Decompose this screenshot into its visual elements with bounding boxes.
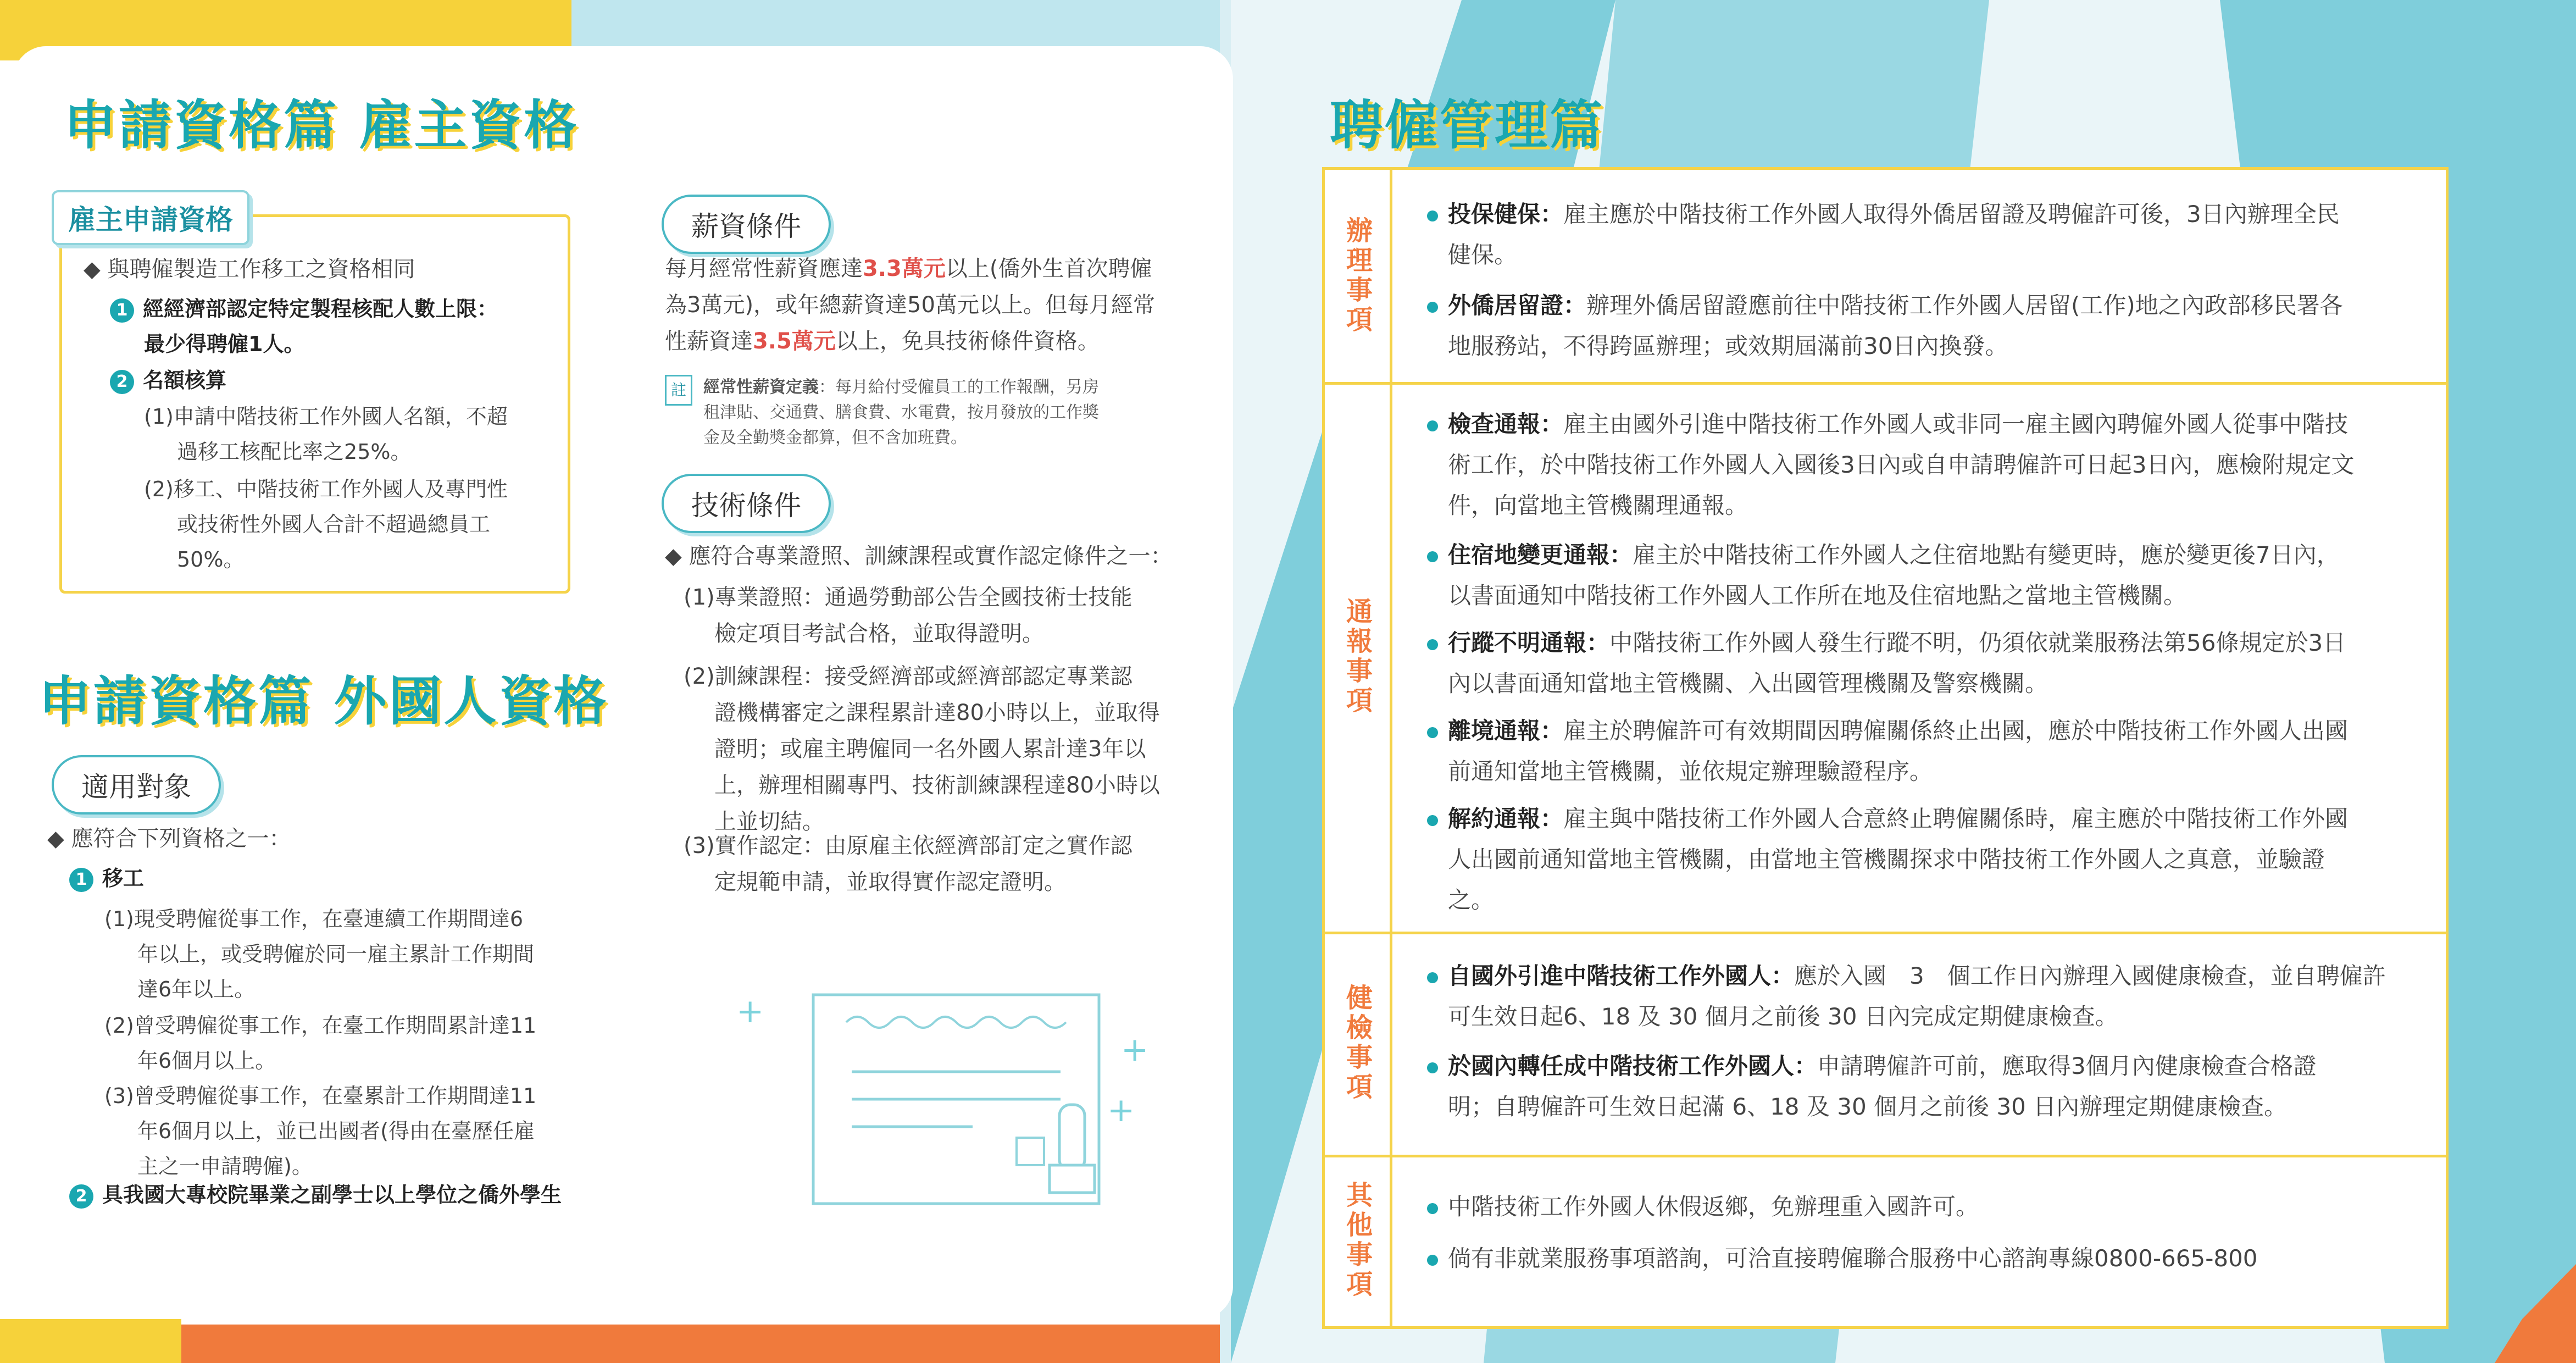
salary-text: 每月經常性薪資應達3.3萬元以上(僑外生首次聘僱 為3萬元)，或年總薪資達50萬元以上。但每月經常 性薪資達3.5萬元以上，免具技術條件資格。: [665, 256, 1155, 354]
target-heading: ◆ 應符合下列資格之一：: [47, 826, 291, 851]
bullet-icon: [1427, 551, 1438, 562]
row-reporting: [1325, 382, 2446, 934]
bullet-icon: [1427, 1062, 1438, 1073]
bullet-icon: [1427, 972, 1438, 983]
item-residence-change-report: 住宿地變更通報：雇主於中階技術工作外國人之住宿地點有變更時，應於變更後7日內， 以書面通知中階技術工作外國人工作所在地及住宿地點之當地主管機關。: [1427, 535, 2416, 616]
number-1-icon: 1: [69, 868, 93, 892]
target-item-1: 1 移工: [69, 861, 144, 896]
row-other: [1325, 1155, 2446, 1326]
bullet-icon: [1427, 1255, 1438, 1266]
row-head-other: 其他事項: [1325, 1155, 1392, 1326]
employer-sub-1: (1)申請中階技術工作外國人名額，不超 過移工核配比率之25%。: [144, 405, 508, 464]
target-item-2: 2 具我國大專校院畢業之副學士以上學位之僑外學生: [69, 1177, 562, 1212]
skill-pill: 技術條件: [662, 474, 831, 533]
salary-note: 註 經常性薪資定義：每月給付受僱員工的工作報酬，另房 租津貼、交通費、膳食費、水電費，按月發放的工作獎 金及全勤獎金都算，但不含加班費。: [665, 375, 692, 406]
row-health-check: [1325, 932, 2446, 1157]
target-sub-3: (3)曾受聘僱從事工作，在臺累計工作期間達11 年6個月以上，並已出國者(得由在臺歷任雇 主之一申請聘僱)。: [104, 1084, 537, 1178]
item-departure-report: 離境通報：雇主於聘僱許可有效期間因聘僱關係終止出國，應於中階技術工作外國人出國 前通知當地主管機關，並依規定辦理驗證程序。: [1427, 711, 2416, 792]
row-procedures: [1325, 170, 2446, 385]
employer-item-2: 2 名額核算: [110, 363, 226, 398]
item-consult-hotline: 倘有非就業服務事項諮詢，可洽直接聘僱聯合服務中心諮詢專線0800-665-800: [1427, 1238, 2416, 1279]
row-head-procedures: 辦理事項: [1325, 170, 1392, 382]
bullet-icon: [1427, 210, 1438, 221]
svg-text:+: +: [736, 992, 764, 1030]
employer-item-1: 1 經經濟部認定特定製程核配人數上限： 最少得聘僱1人。: [110, 291, 498, 362]
bg-yellow-bottom: [0, 1319, 181, 1363]
item-inspection-report: 檢查通報：雇主由國外引進中階技術工作外國人或非同一雇主國內聘僱外國人從事中階技 術工作，於中階技術工作外國人入國後3日內或自申請聘僱許可日起3日內，應檢附規定文 件，向當地主管機關理通報。: [1427, 404, 2416, 526]
salary-pill: 薪資條件: [662, 195, 831, 254]
number-2-icon: 2: [110, 370, 134, 394]
skill-sub-2: (2)訓練課程：接受經濟部或經濟部認定專業認 證機構審定之課程累計達80小時以上，並取得 證明；或雇主聘僱同一名外國人累計達3年以 上，辦理相關專門、技術訓練課程達80小時以 上並切結。: [684, 664, 1160, 834]
number-2-icon: 2: [69, 1184, 93, 1209]
bullet-icon: [1427, 1203, 1438, 1214]
employer-eligibility-title: 雇主申請資格: [52, 190, 249, 245]
item-missing-report: 行蹤不明通報：中階技術工作外國人發生行蹤不明，仍須依就業服務法第56條規定於3日 內以書面通知當地主管機關、入出國管理機關及警察機關。: [1427, 623, 2416, 704]
management-section-title: 聘僱管理篇: [1330, 95, 1605, 156]
target-sub-1: (1)現受聘僱從事工作，在臺連續工作期間達6 年以上，或受聘僱於同一雇主累計工作期間 達6年以上。: [104, 907, 535, 1001]
note-tag: 註: [665, 375, 692, 406]
bullet-icon: [1427, 302, 1438, 313]
item-overseas-health-check: 自國外引進中階技術工作外國人：應於入國 3 個工作日內辦理入國健康檢查，並自聘僱許 可生效日起6、18 及 30 個月之前後 30 日內完成定期健康檢查。: [1427, 956, 2416, 1037]
item-residence-permit: 外僑居留證：辦理外僑居留證應前往中階技術工作外國人居留(工作)地之內政部移民署各 地服務站，不得跨區辦理；或效期屆滿前30日內換發。: [1427, 285, 2416, 367]
target-pill: 適用對象: [52, 755, 221, 815]
certificate-illustration: [714, 978, 1187, 1220]
skill-sub-1: (1)專業證照：通過勞動部公告全國技術士技能 檢定項目考試合格，並取得證明。: [684, 585, 1132, 646]
bullet-icon: [1427, 420, 1438, 431]
employer-eligibility-heading: ◆ 與聘僱製造工作移工之資格相同: [84, 257, 415, 282]
item-home-leave: 中階技術工作外國人休假返鄉，免辦理重入國許可。: [1427, 1187, 2416, 1227]
row-head-health-check: 健檢事項: [1325, 932, 1392, 1155]
skill-sub-3: (3)實作認定：由原雇主依經濟部訂定之實作認 定規範申請，並取得實作認定證明。: [684, 833, 1132, 895]
bullet-icon: [1427, 639, 1438, 650]
foreign-section-title: 申請資格篇 外國人資格: [38, 671, 609, 732]
bullet-icon: [1427, 727, 1438, 738]
item-domestic-health-check: 於國內轉任成中階技術工作外國人：申請聘僱許可前，應取得3個月內健康檢查合格證 明；自聘僱許可生效日起滿 6、18 及 30 個月之前後 30 日內辦理定期健康檢查。: [1427, 1046, 2416, 1127]
svg-text:+: +: [1107, 1091, 1135, 1129]
employer-sub-2: (2)移工、中階技術工作外國人及專門性 或技術性外國人合計不超過總員工 50%。: [144, 477, 508, 572]
target-sub-2: (2)曾受聘僱從事工作，在臺工作期間累計達11 年6個月以上。: [104, 1013, 537, 1073]
bg-orange-bottom: [159, 1325, 1231, 1363]
number-1-icon: 1: [110, 298, 134, 323]
management-table: [1322, 167, 2449, 1329]
row-head-reporting: 通報事項: [1325, 382, 1392, 932]
item-health-insurance: 投保健保：雇主應於中階技術工作外國人取得外僑居留證及聘僱許可後，3日內辦理全民 健保。: [1427, 194, 2416, 275]
employer-section-title: 申請資格篇 雇主資格: [64, 95, 579, 156]
item-termination-report: 解約通報：雇主與中階技術工作外國人合意終止聘僱關係時，雇主應於中階技術工作外國 人出國前通知當地主管機關，由當地主管機關探求中階技術工作外國人之真意，並驗證 之。: [1427, 799, 2416, 921]
svg-text:+: +: [1121, 1030, 1149, 1069]
skill-heading: ◆ 應符合專業證照、訓練課程或實作認定條件之一：: [665, 544, 1173, 569]
bullet-icon: [1427, 815, 1438, 826]
